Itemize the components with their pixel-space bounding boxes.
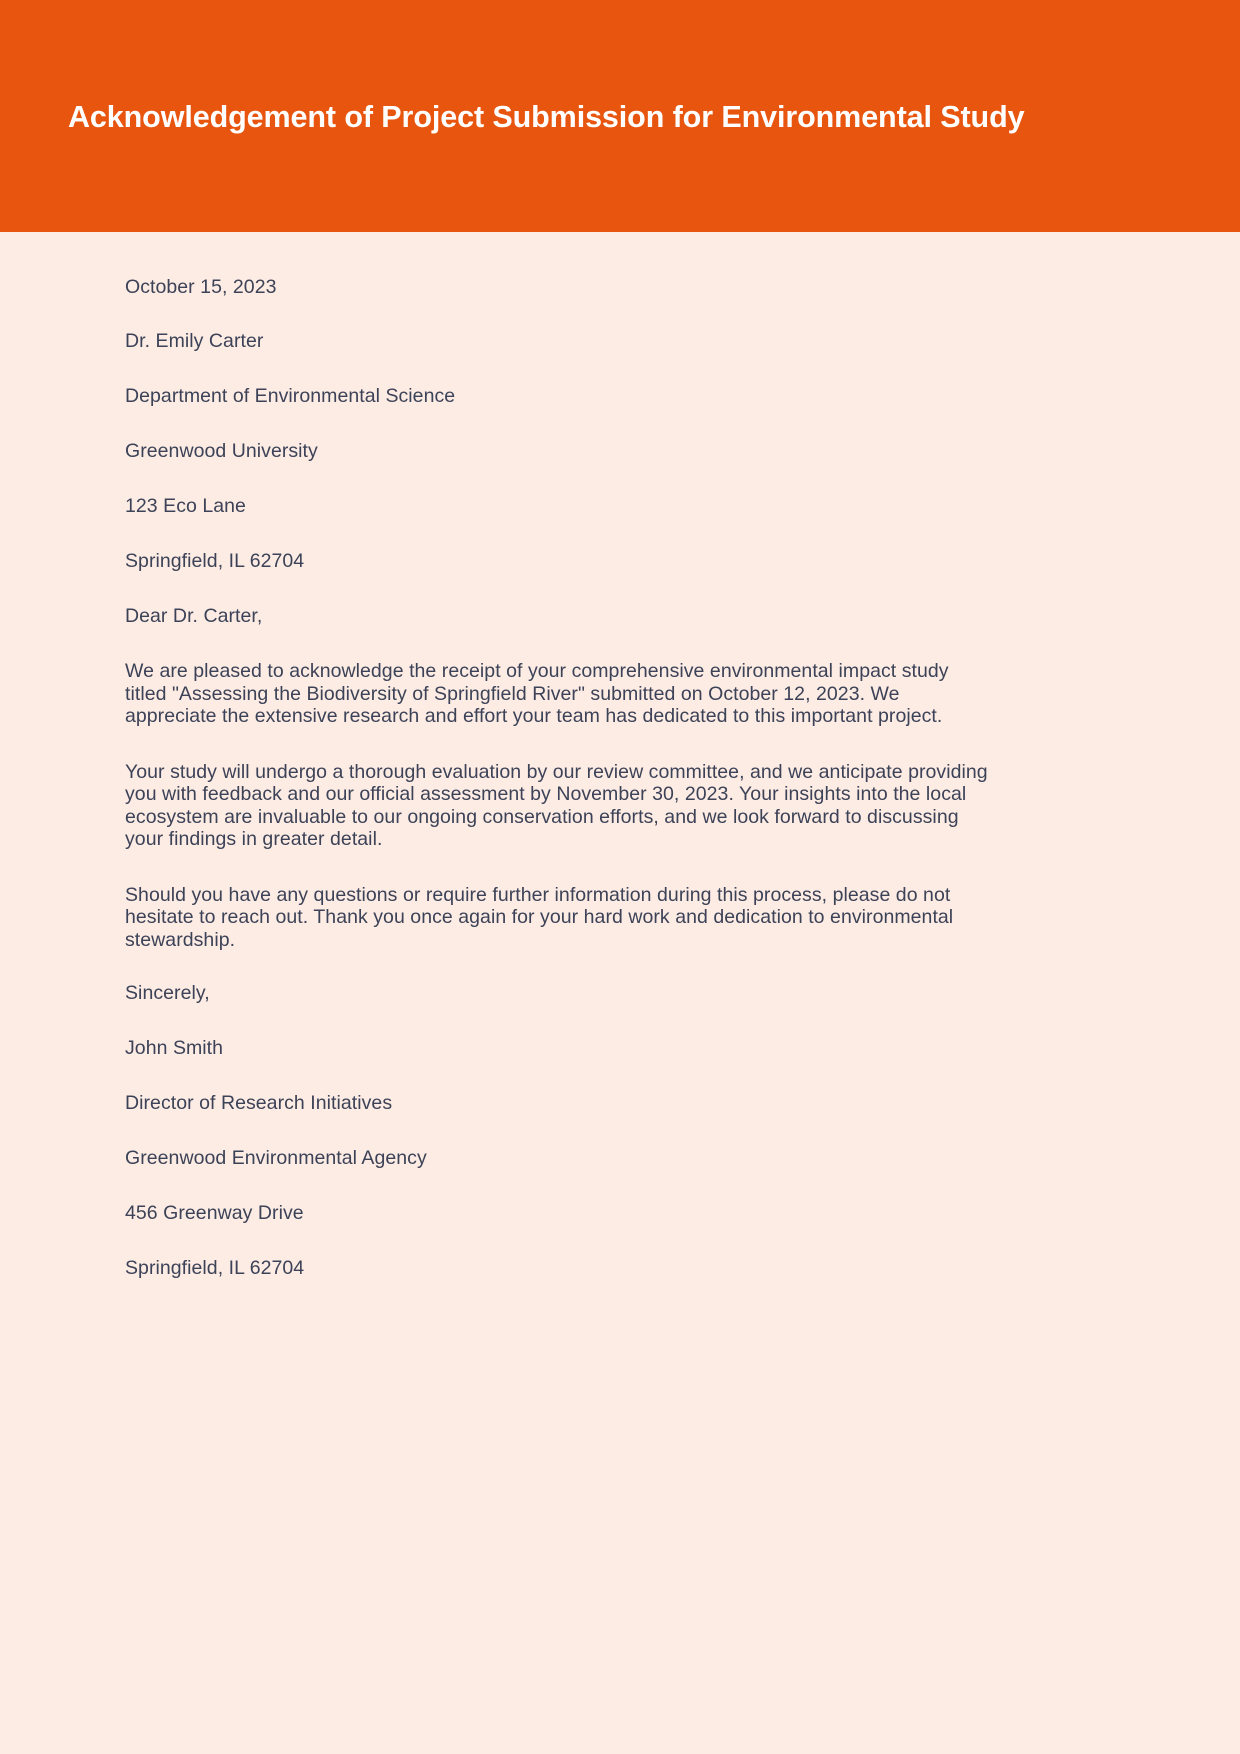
- letter-closing: Sincerely,: [125, 982, 210, 1004]
- recipient-department: Department of Environmental Science: [125, 385, 456, 407]
- letter-body: [0, 232, 1240, 1279]
- recipient-city-state-zip: Springfield, IL 62704: [125, 550, 305, 572]
- document-header-banner: [0, 0, 1240, 232]
- letter-paragraph-3: Should you have any questions or require further information during this process, please do not hesitate to reach out. Thank you once again for your hard work and dedication to environmental stewardship.: [125, 883, 954, 951]
- recipient-organization: Greenwood University: [125, 440, 318, 462]
- letter-date: October 15, 2023: [125, 276, 277, 298]
- sender-organization: Greenwood Environmental Agency: [125, 1147, 427, 1169]
- letter-paragraph-2: Your study will undergo a thorough evaluation by our review committee, and we anticipate providing you with feedback and our official assessment by November 30, 2023. Your insights into the local ecosystem are invaluable to our ongoing conservation efforts, and we look forward to discussing your findings in greater detail.: [125, 760, 988, 850]
- letter-salutation: Dear Dr. Carter,: [125, 605, 263, 627]
- letter-paragraph-1: We are pleased to acknowledge the receipt of your comprehensive environmental impact study titled "Assessing the Biodiversity of Springfield River" submitted on October 12, 2023. We appreciate the extensive research and effort your team has dedicated to this important project.: [125, 660, 949, 727]
- sender-street: 456 Greenway Drive: [125, 1202, 304, 1224]
- sender-name: John Smith: [125, 1037, 224, 1059]
- recipient-street: 123 Eco Lane: [125, 495, 246, 517]
- recipient-name: Dr. Emily Carter: [125, 330, 264, 352]
- page-title: Acknowledgement of Project Submission for Environmental Study: [68, 99, 1025, 134]
- sender-city-state-zip: Springfield, IL 62704: [125, 1257, 305, 1279]
- sender-title: Director of Research Initiatives: [125, 1092, 393, 1114]
